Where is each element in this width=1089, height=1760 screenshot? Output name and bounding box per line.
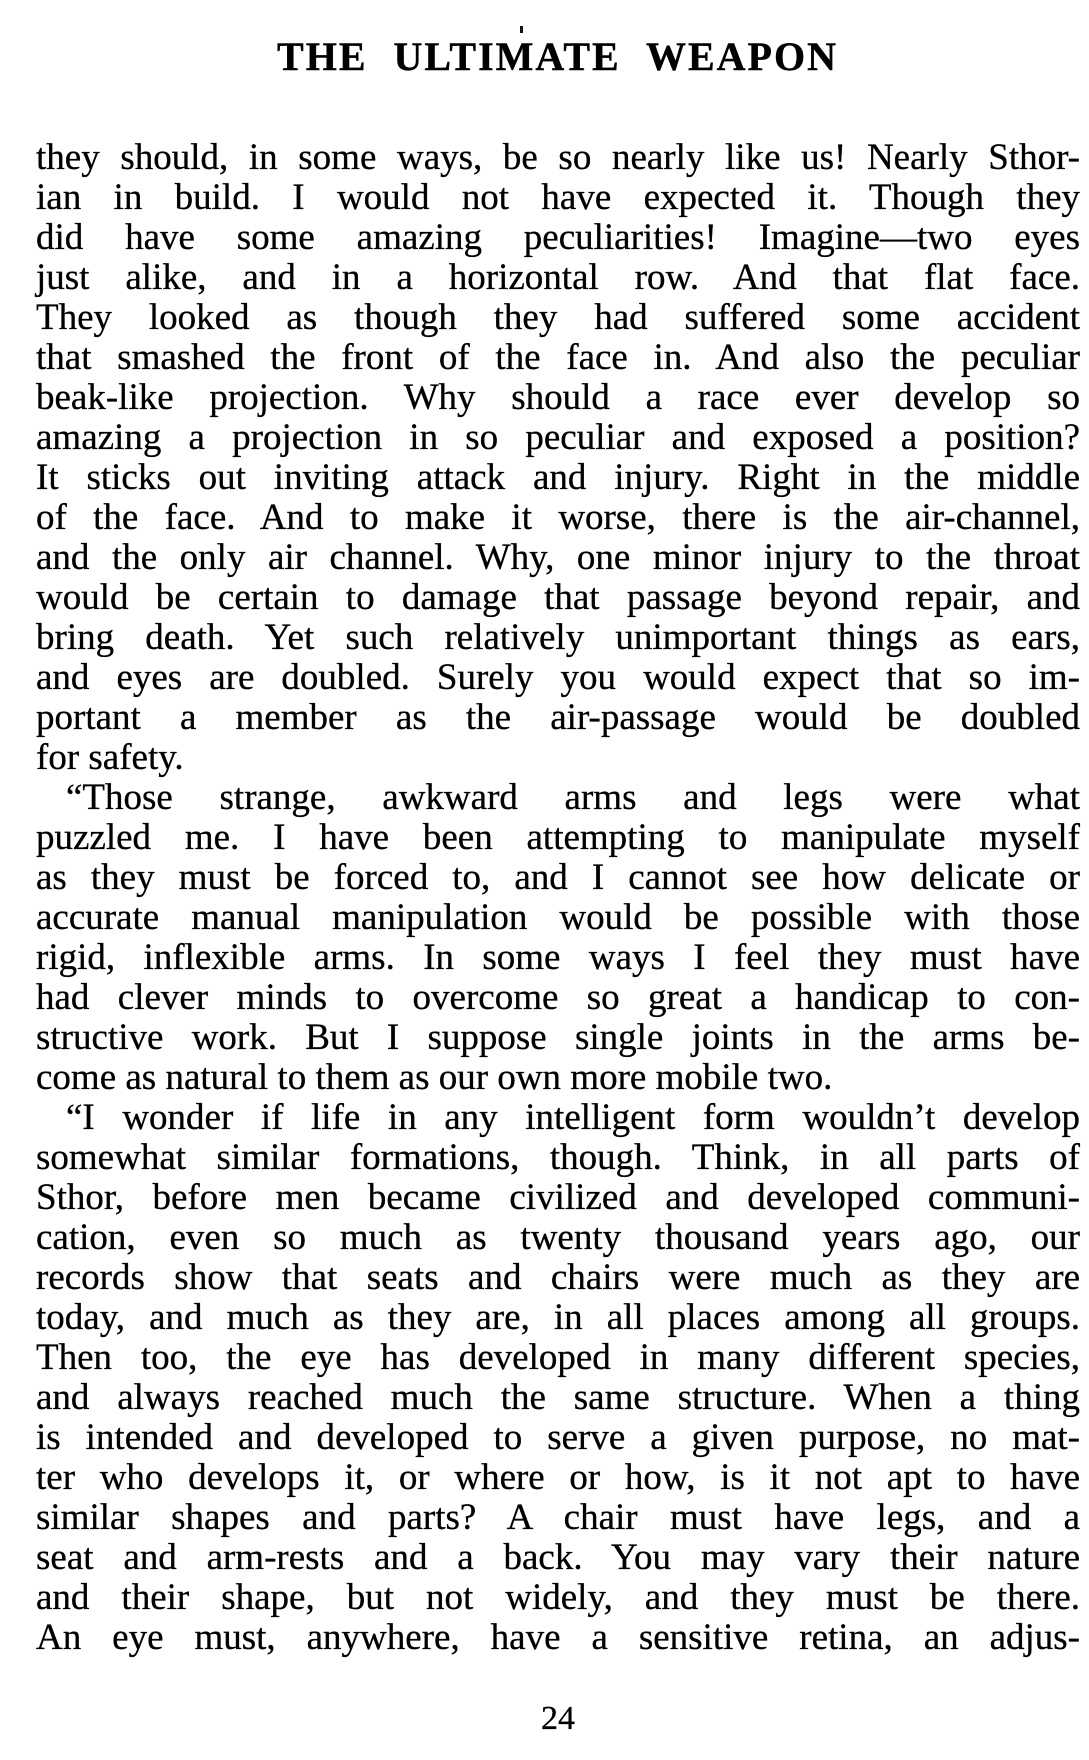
text-line: is intended and developed to serve a given purpose, no mat- xyxy=(36,1417,1080,1458)
text-line: bring death. Yet such relatively unimportant things as ears, xyxy=(36,617,1080,658)
text-line: and eyes are doubled. Surely you would expect that so im- xyxy=(36,657,1080,698)
text-line: amazing a projection in so peculiar and exposed a position? xyxy=(36,417,1080,458)
text-line: come as natural to them as our own more mobile two. xyxy=(36,1057,833,1098)
text-line: would be certain to damage that passage beyond repair, and xyxy=(36,577,1080,618)
text-line: had clever minds to overcome so great a handicap to con- xyxy=(36,977,1080,1018)
text-line: Then too, the eye has developed in many different species, xyxy=(36,1337,1080,1378)
text-line: portant a member as the air-passage would be doubled xyxy=(36,697,1080,738)
text-line: beak-like projection. Why should a race ever develop so xyxy=(36,377,1080,418)
body-text xyxy=(36,138,1080,1658)
text-line: of the face. And to make it worse, there is the air-channel, xyxy=(36,497,1080,538)
text-line: records show that seats and chairs were much as they are xyxy=(36,1257,1080,1298)
text-line: they should, in some ways, be so nearly like us! Nearly Sthor- xyxy=(36,137,1080,178)
text-line: did have some amazing peculiarities! Imagine—two eyes xyxy=(36,217,1080,258)
page-number: 24 xyxy=(541,1700,575,1737)
text-line: somewhat similar formations, though. Think, in all parts of xyxy=(36,1137,1080,1178)
text-line: accurate manual manipulation would be possible with those xyxy=(36,897,1080,938)
text-line: rigid, inflexible arms. In some ways I feel they must have xyxy=(36,937,1080,978)
text-line: today, and much as they are, in all places among all groups. xyxy=(36,1297,1080,1338)
page-title: THE ULTIMATE WEAPON xyxy=(277,34,838,79)
text-line: “I wonder if life in any intelligent form wouldn’t develop xyxy=(66,1097,1080,1138)
text-line: Sthor, before men became civilized and developed communi- xyxy=(36,1177,1080,1218)
text-line: seat and arm-rests and a back. You may vary their nature xyxy=(36,1537,1080,1578)
text-line: structive work. But I suppose single joints in the arms be- xyxy=(36,1017,1080,1058)
text-line: and always reached much the same structure. When a thing xyxy=(36,1377,1080,1418)
text-line: as they must be forced to, and I cannot see how delicate or xyxy=(36,857,1080,898)
text-line: puzzled me. I have been attempting to manipulate myself xyxy=(36,817,1080,858)
text-line: similar shapes and parts? A chair must have legs, and a xyxy=(36,1497,1080,1538)
text-line: just alike, and in a horizontal row. And that flat face. xyxy=(36,257,1080,298)
text-line: and their shape, but not widely, and they must be there. xyxy=(36,1577,1080,1618)
scan-speck xyxy=(520,26,523,33)
text-line: They looked as though they had suffered some accident xyxy=(36,297,1080,338)
text-line: for safety. xyxy=(36,737,184,778)
text-line: It sticks out inviting attack and injury. Right in the middle xyxy=(36,457,1080,498)
text-line: “Those strange, awkward arms and legs were what xyxy=(66,777,1080,818)
text-line: ian in build. I would not have expected it. Though they xyxy=(36,177,1080,218)
text-line: An eye must, anywhere, have a sensitive retina, an adjus- xyxy=(36,1617,1080,1658)
text-line: cation, even so much as twenty thousand years ago, our xyxy=(36,1217,1080,1258)
text-line: and the only air channel. Why, one minor injury to the throat xyxy=(36,537,1080,578)
text-line: that smashed the front of the face in. And also the peculiar xyxy=(36,337,1080,378)
text-line: ter who develops it, or where or how, is it not apt to have xyxy=(36,1457,1080,1498)
